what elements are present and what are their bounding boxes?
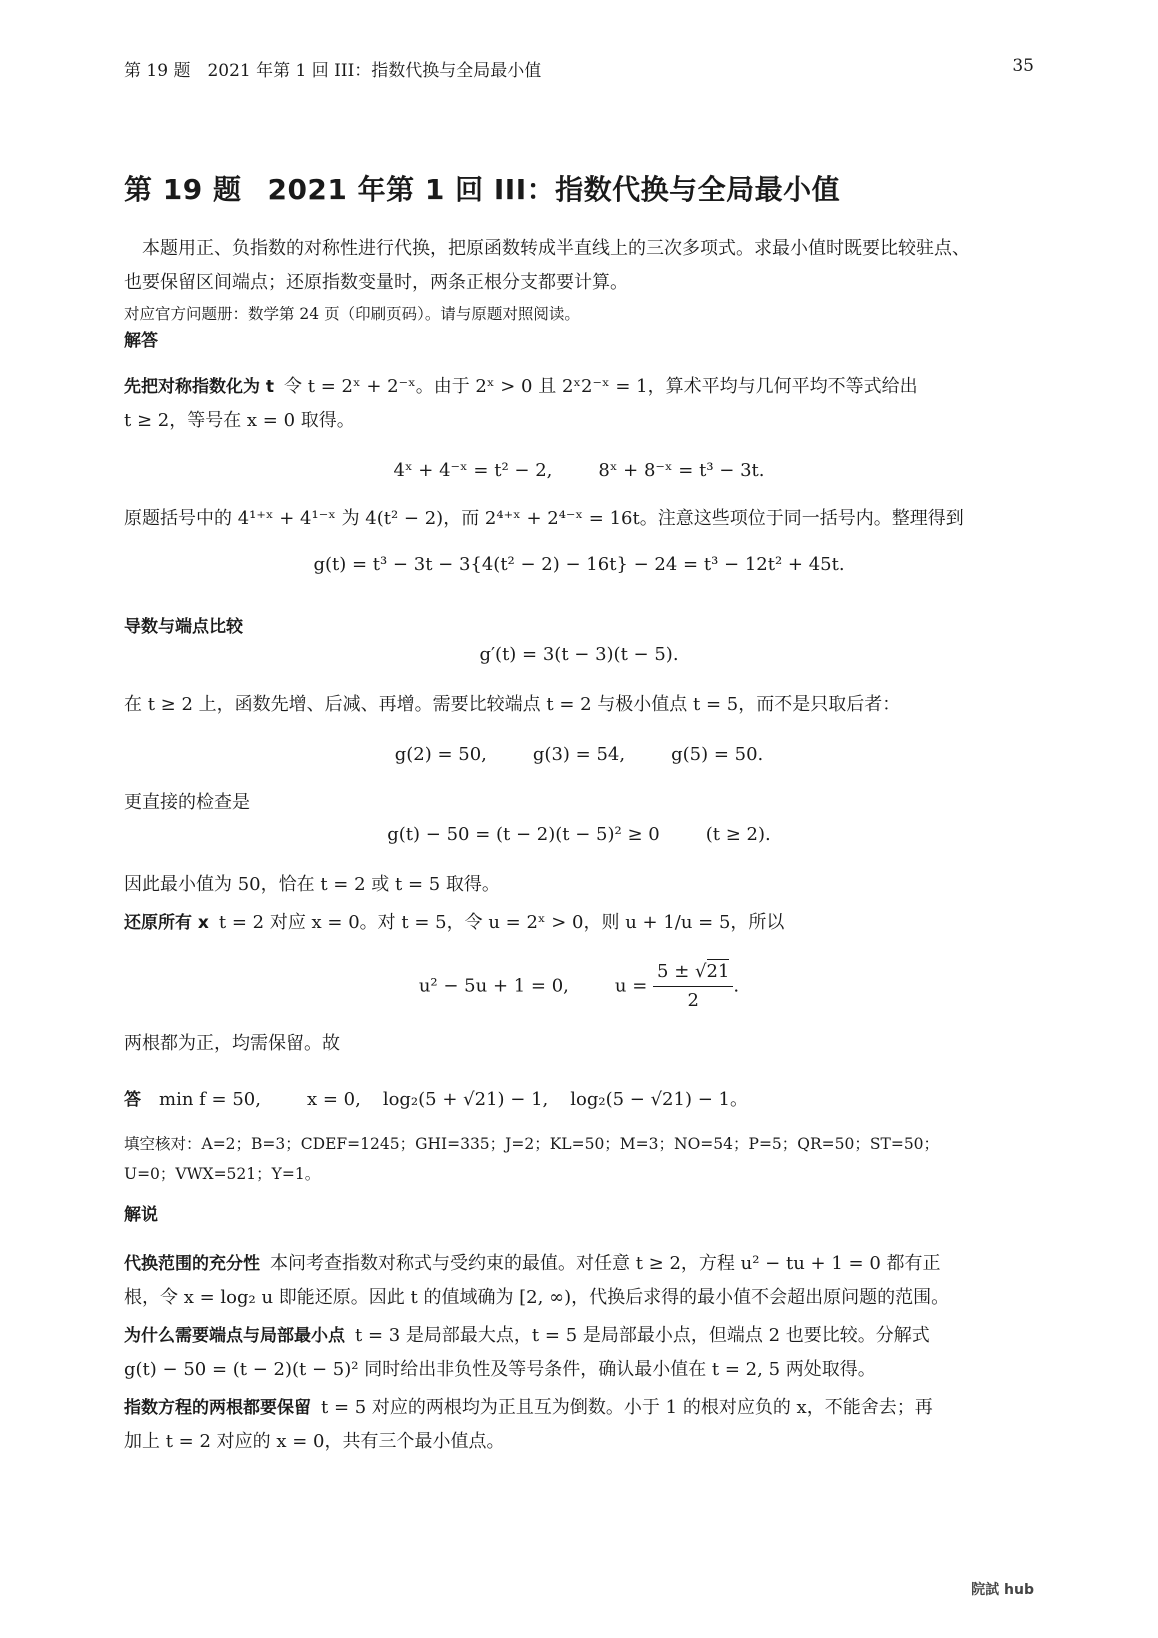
quadratic-equation: u² − 5u + 1 = 0, [418,975,569,997]
answer-log-minus: log₂(5 − √21) − 1。 [570,1089,748,1110]
root-denominator: 2 [687,990,699,1011]
commentary-p1-line-1 [124,1247,1034,1281]
step2-line-2: 更直接的检查是 [124,792,250,813]
root-numerator [653,958,733,987]
root-period: . [733,975,740,997]
main-content [124,232,1034,1459]
step2-line-1: 在 t ≥ 2 上，函数先增、后减、再增。需要比较端点 t = 2 与极小值点 t = 5，而不是只取后者： [124,694,901,715]
value-g3: g(3) = 54, [532,744,626,765]
commentary-p3-text-1: t = 5 对应的两根均为正且互为倒数。小于 1 的根对应负的 x，不能舍去；再 [321,1397,933,1418]
intro-line-1: 本题用正、负指数的对称性进行代换，把原函数转成半直线上的三次多项式。求最小值时既要比较驻点、 [142,238,970,259]
step1-line-1 [124,370,1034,404]
fill-check-line-2: U=0；VWX=521；Y=1。 [124,1165,321,1183]
commentary-p1-text-1: 本问考查指数对称式与受约束的最值。对任意 t ≥ 2，方程 u² − tu + 1 = 0 都有正 [270,1253,941,1274]
factorization-condition: (t ≥ 2). [705,824,771,845]
step3-line-1 [124,906,1034,940]
step1-lead: 先把对称指数化为 t [124,377,275,397]
step2-lead: 导数与端点比较 [124,617,243,637]
value-g5: g(5) = 50. [671,744,764,765]
title-text: 2021 年第 1 回 III：指数代换与全局最小值 [267,173,841,206]
title-problem-number: 第 19 题 [124,173,242,206]
equation-factorization [124,818,1034,852]
commentary-p2-lead: 为什么需要端点与局部最小点 [124,1326,345,1346]
step3-text-1: t = 2 对应 x = 0。对 t = 5，令 u = 2ˣ > 0，则 u + 1/u = 5，所以 [218,912,785,933]
step3-line-2: 两根都为正，均需保留。故 [124,1033,340,1054]
equation-g-of-t: g(t) = t³ − 3t − 3{4(t² − 2) − 16t} − 24 = t³ − 12t² + 45t. [313,554,845,575]
running-header-title: 第 19 题 2021 年第 1 回 III：指数代换与全局最小值 [124,61,542,81]
root-radicand: 21 [706,961,730,982]
commentary-p3-line-2: 加上 t = 2 对应的 x = 0，共有三个最小值点。 [124,1431,505,1452]
root-fraction [653,958,733,1015]
fill-check-line-1: 填空核对：A=2；B=3；CDEF=1245；GHI=335；J=2；KL=50；M=3；NO=54；P=5；QR=50；ST=50； [124,1135,940,1153]
equation-quadratic [124,958,1034,1015]
answer-min: min f = 50, [159,1089,261,1110]
answer-log-plus: log₂(5 + √21) − 1, [382,1089,549,1110]
commentary-p1-lead: 代换范围的充分性 [124,1254,260,1274]
answer-x0: x = 0, [306,1089,361,1110]
running-header [124,56,1034,81]
equation-4x: 4ˣ + 4⁻ˣ = t² − 2, [393,460,553,481]
step3-lead: 还原所有 x [124,913,209,933]
equation-values [124,738,1034,772]
commentary-p2-line-2: g(t) − 50 = (t − 2)(t − 5)² 同时给出非负性及等号条件，确认最小值在 t = 2, 5 两处取得。 [124,1359,876,1380]
solution-heading: 解答 [124,331,158,351]
equation-derivative: g′(t) = 3(t − 3)(t − 5). [479,644,679,665]
commentary-heading: 解说 [124,1205,158,1225]
commentary-p2-line-1 [124,1319,1034,1353]
source-note: 对应官方问题册：数学第 24 页（印刷页码）。请与原题对照阅读。 [124,305,580,323]
factorization-body: g(t) − 50 = (t − 2)(t − 5)² ≥ 0 [387,824,660,845]
step2-line-3: 因此最小值为 50，恰在 t = 2 或 t = 5 取得。 [124,874,500,895]
answer-lead: 答 [124,1090,141,1110]
commentary-p1-line-2: 根，令 x = log₂ u 即能还原。因此 t 的值域确为 [2, ∞)，代换后求得的最小值不会超出原问题的范围。 [124,1287,950,1308]
step1-line-2: t ≥ 2，等号在 x = 0 取得。 [124,410,355,431]
commentary-p3-lead: 指数方程的两根都要保留 [124,1398,311,1418]
page-title [124,168,840,208]
equation-power-sums [124,454,1034,488]
page-number: 35 [1012,56,1034,76]
root-numerator-prefix: 5 ± √ [657,961,707,982]
commentary-p2-text-1: t = 3 是局部最大点，t = 5 是局部最小点，但端点 2 也要比较。分解式 [355,1325,930,1346]
equation-8x: 8ˣ + 8⁻ˣ = t³ − 3t. [598,460,765,481]
commentary-p3-line-1 [124,1391,1034,1425]
step1-line-3: 原题括号中的 4¹⁺ˣ + 4¹⁻ˣ 为 4(t² − 2)，而 2⁴⁺ˣ + 2⁴⁻ˣ = 16t。注意这些项位于同一括号内。整理得到 [124,508,964,529]
value-g2: g(2) = 50, [394,744,487,765]
intro-line-2: 也要保留区间端点；还原指数变量时，两条正根分支都要计算。 [124,272,628,293]
answer-line [124,1083,1034,1117]
footer-brand: 院試 hub [971,1582,1034,1598]
root-lhs: u = [614,975,648,997]
step1-text-1: 令 t = 2ˣ + 2⁻ˣ。由于 2ˣ > 0 且 2ˣ2⁻ˣ = 1，算术平均与几何平均不等式给出 [284,376,918,397]
